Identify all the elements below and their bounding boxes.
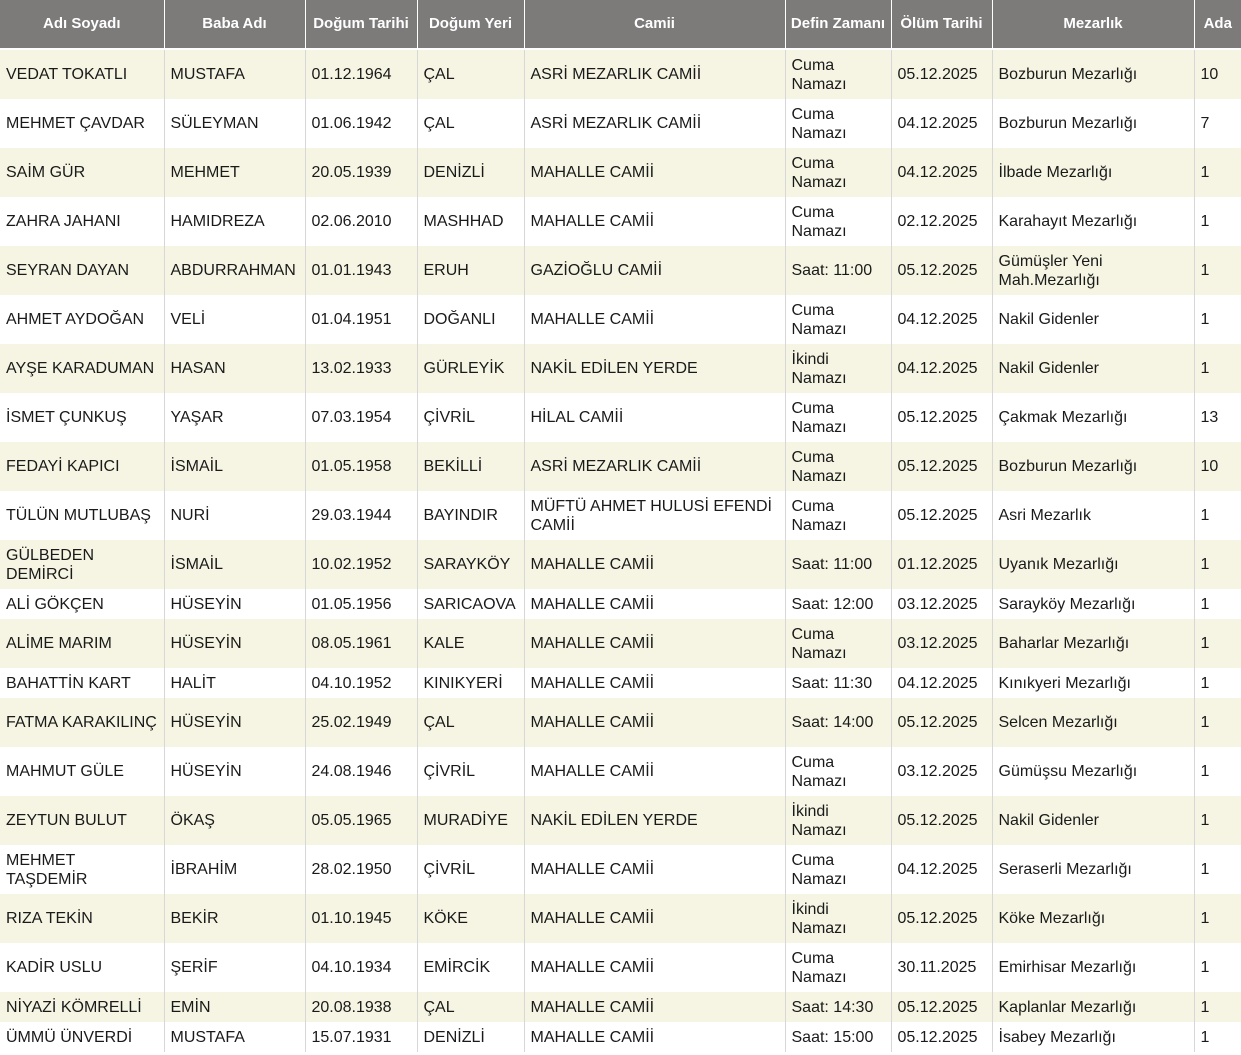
table-row[interactable] — [0, 1022, 1241, 1052]
cell-death-date: 04.12.2025 — [891, 99, 992, 148]
cell-name: SEYRAN DAYAN — [0, 246, 164, 295]
cell-death-date: 04.12.2025 — [891, 148, 992, 197]
column-header-birth-date[interactable]: Doğum Tarihi — [305, 0, 417, 49]
cell-ada: 10 — [1194, 49, 1241, 99]
cell-mosque: MAHALLE CAMİİ — [524, 845, 785, 894]
cell-cemetery: Asri Mezarlık — [992, 491, 1194, 540]
cell-ada: 7 — [1194, 99, 1241, 148]
column-header-father[interactable]: Baba Adı — [164, 0, 305, 49]
cell-father: SÜLEYMAN — [164, 99, 305, 148]
cell-burial-time: Cuma Namazı — [785, 491, 891, 540]
cell-cemetery: Emirhisar Mezarlığı — [992, 943, 1194, 992]
cell-birth-place: BEKİLLİ — [417, 442, 524, 491]
cell-burial-time: Saat: 14:30 — [785, 992, 891, 1022]
cell-death-date: 05.12.2025 — [891, 1022, 992, 1052]
cell-birth-date: 01.05.1956 — [305, 589, 417, 619]
table-row[interactable] — [0, 668, 1241, 698]
cell-birth-place: GÜRLEYİK — [417, 344, 524, 393]
cell-birth-place: ÇİVRİL — [417, 747, 524, 796]
cell-death-date: 03.12.2025 — [891, 747, 992, 796]
cell-cemetery: Köke Mezarlığı — [992, 894, 1194, 943]
cell-ada: 1 — [1194, 698, 1241, 747]
cell-birth-place: DOĞANLI — [417, 295, 524, 344]
cell-name: BAHATTİN KART — [0, 668, 164, 698]
cell-birth-place: SARAYKÖY — [417, 540, 524, 589]
cell-death-date: 03.12.2025 — [891, 589, 992, 619]
cell-birth-place: ÇAL — [417, 698, 524, 747]
cell-death-date: 02.12.2025 — [891, 197, 992, 246]
cell-birth-date: 13.02.1933 — [305, 344, 417, 393]
cell-father: MEHMET — [164, 148, 305, 197]
cell-name: KADİR USLU — [0, 943, 164, 992]
cell-birth-date: 29.03.1944 — [305, 491, 417, 540]
cell-burial-time: Saat: 11:00 — [785, 246, 891, 295]
cell-name: AHMET AYDOĞAN — [0, 295, 164, 344]
cell-birth-date: 20.08.1938 — [305, 992, 417, 1022]
cell-burial-time: Cuma Namazı — [785, 49, 891, 99]
cell-name: TÜLÜN MUTLUBAŞ — [0, 491, 164, 540]
cell-birth-date: 28.02.1950 — [305, 845, 417, 894]
cell-father: MUSTAFA — [164, 49, 305, 99]
cell-burial-time: Saat: 11:00 — [785, 540, 891, 589]
cell-burial-time: Cuma Namazı — [785, 943, 891, 992]
cell-ada: 1 — [1194, 540, 1241, 589]
cell-birth-place: KÖKE — [417, 894, 524, 943]
table-row[interactable] — [0, 540, 1241, 589]
cell-cemetery: Nakil Gidenler — [992, 295, 1194, 344]
cell-death-date: 04.12.2025 — [891, 845, 992, 894]
table-row[interactable] — [0, 442, 1241, 491]
table-row[interactable] — [0, 894, 1241, 943]
cell-ada: 1 — [1194, 796, 1241, 845]
cell-name: ZAHRA JAHANI — [0, 197, 164, 246]
cell-name: GÜLBEDEN DEMİRCİ — [0, 540, 164, 589]
cell-name: ÜMMÜ ÜNVERDİ — [0, 1022, 164, 1052]
cell-death-date: 30.11.2025 — [891, 943, 992, 992]
cell-birth-date: 10.02.1952 — [305, 540, 417, 589]
cell-ada: 10 — [1194, 442, 1241, 491]
cell-birth-place: KALE — [417, 619, 524, 668]
cell-ada: 1 — [1194, 894, 1241, 943]
cell-mosque: ASRİ MEZARLIK CAMİİ — [524, 442, 785, 491]
cell-ada: 1 — [1194, 589, 1241, 619]
cell-cemetery: Bozburun Mezarlığı — [992, 49, 1194, 99]
cell-birth-date: 02.06.2010 — [305, 197, 417, 246]
cell-cemetery: Karahayıt Mezarlığı — [992, 197, 1194, 246]
cell-ada: 1 — [1194, 197, 1241, 246]
cell-name: RIZA TEKİN — [0, 894, 164, 943]
cell-burial-time: Cuma Namazı — [785, 295, 891, 344]
cell-name: ALİ GÖKÇEN — [0, 589, 164, 619]
cell-cemetery: Sarayköy Mezarlığı — [992, 589, 1194, 619]
cell-cemetery: Kaplanlar Mezarlığı — [992, 992, 1194, 1022]
cell-father: HÜSEYİN — [164, 747, 305, 796]
cell-death-date: 04.12.2025 — [891, 295, 992, 344]
cell-cemetery: Çakmak Mezarlığı — [992, 393, 1194, 442]
cell-name: VEDAT TOKATLI — [0, 49, 164, 99]
cell-birth-date: 20.05.1939 — [305, 148, 417, 197]
cell-father: İSMAİL — [164, 442, 305, 491]
cell-mosque: MÜFTÜ AHMET HULUSİ EFENDİ CAMİİ — [524, 491, 785, 540]
cell-ada: 1 — [1194, 491, 1241, 540]
cell-birth-date: 07.03.1954 — [305, 393, 417, 442]
cell-father: NURİ — [164, 491, 305, 540]
cell-death-date: 04.12.2025 — [891, 344, 992, 393]
cell-birth-date: 15.07.1931 — [305, 1022, 417, 1052]
cell-mosque: MAHALLE CAMİİ — [524, 668, 785, 698]
cell-birth-date: 04.10.1952 — [305, 668, 417, 698]
cell-father: HÜSEYİN — [164, 619, 305, 668]
cell-mosque: MAHALLE CAMİİ — [524, 943, 785, 992]
cell-cemetery: Selcen Mezarlığı — [992, 698, 1194, 747]
cell-birth-date: 24.08.1946 — [305, 747, 417, 796]
cell-name: MEHMET TAŞDEMİR — [0, 845, 164, 894]
cell-ada: 1 — [1194, 1022, 1241, 1052]
cell-burial-time: Cuma Namazı — [785, 442, 891, 491]
column-header-mosque[interactable]: Camii — [524, 0, 785, 49]
cell-name: NİYAZİ KÖMRELLİ — [0, 992, 164, 1022]
cell-mosque: MAHALLE CAMİİ — [524, 992, 785, 1022]
cell-birth-date: 01.04.1951 — [305, 295, 417, 344]
cell-birth-place: MURADİYE — [417, 796, 524, 845]
cell-cemetery: Gümüşler Yeni Mah.Mezarlığı — [992, 246, 1194, 295]
cell-ada: 1 — [1194, 747, 1241, 796]
cell-father: ABDURRAHMAN — [164, 246, 305, 295]
column-header-burial-time[interactable]: Defin Zamanı — [785, 0, 891, 49]
cell-birth-date: 01.01.1943 — [305, 246, 417, 295]
cell-birth-date: 01.10.1945 — [305, 894, 417, 943]
cell-name: ZEYTUN BULUT — [0, 796, 164, 845]
cell-cemetery: Nakil Gidenler — [992, 344, 1194, 393]
cell-father: HÜSEYİN — [164, 589, 305, 619]
cell-mosque: MAHALLE CAMİİ — [524, 540, 785, 589]
cell-ada: 1 — [1194, 246, 1241, 295]
cell-ada: 1 — [1194, 668, 1241, 698]
table-row[interactable] — [0, 491, 1241, 540]
cell-birth-date: 25.02.1949 — [305, 698, 417, 747]
cell-cemetery: Bozburun Mezarlığı — [992, 99, 1194, 148]
cell-father: EMİN — [164, 992, 305, 1022]
cell-ada: 1 — [1194, 943, 1241, 992]
table-row[interactable] — [0, 148, 1241, 197]
table-row[interactable] — [0, 49, 1241, 99]
cell-mosque: NAKİL EDİLEN YERDE — [524, 796, 785, 845]
cell-burial-time: İkindi Namazı — [785, 344, 891, 393]
cell-death-date: 05.12.2025 — [891, 796, 992, 845]
cell-mosque: NAKİL EDİLEN YERDE — [524, 344, 785, 393]
cell-birth-date: 01.12.1964 — [305, 49, 417, 99]
cell-birth-place: ÇİVRİL — [417, 845, 524, 894]
cell-ada: 1 — [1194, 619, 1241, 668]
table-row[interactable] — [0, 197, 1241, 246]
cell-father: ŞERİF — [164, 943, 305, 992]
cell-father: İSMAİL — [164, 540, 305, 589]
cell-ada: 1 — [1194, 845, 1241, 894]
cell-cemetery: İsabey Mezarlığı — [992, 1022, 1194, 1052]
cell-birth-date: 01.05.1958 — [305, 442, 417, 491]
cell-father: HALİT — [164, 668, 305, 698]
cell-mosque: ASRİ MEZARLIK CAMİİ — [524, 49, 785, 99]
cell-burial-time: Cuma Namazı — [785, 845, 891, 894]
cell-burial-time: Cuma Namazı — [785, 197, 891, 246]
cell-name: ALİME MARIM — [0, 619, 164, 668]
cell-birth-place: ÇAL — [417, 49, 524, 99]
table-row[interactable] — [0, 796, 1241, 845]
column-header-cemetery[interactable]: Mezarlık — [992, 0, 1194, 49]
cell-name: SAİM GÜR — [0, 148, 164, 197]
column-header-name[interactable]: Adı Soyadı — [0, 0, 164, 49]
cell-death-date: 03.12.2025 — [891, 619, 992, 668]
table-row[interactable] — [0, 619, 1241, 668]
cell-cemetery: Baharlar Mezarlığı — [992, 619, 1194, 668]
table-header-row — [0, 0, 1241, 49]
cell-ada: 1 — [1194, 148, 1241, 197]
cell-ada: 13 — [1194, 393, 1241, 442]
cell-mosque: MAHALLE CAMİİ — [524, 197, 785, 246]
cell-cemetery: İlbade Mezarlığı — [992, 148, 1194, 197]
cell-name: FATMA KARAKILINÇ — [0, 698, 164, 747]
cell-birth-date: 05.05.1965 — [305, 796, 417, 845]
table-row[interactable] — [0, 943, 1241, 992]
cell-burial-time: İkindi Namazı — [785, 894, 891, 943]
cell-mosque: GAZİOĞLU CAMİİ — [524, 246, 785, 295]
cell-mosque: MAHALLE CAMİİ — [524, 148, 785, 197]
cell-burial-time: Cuma Namazı — [785, 148, 891, 197]
cell-burial-time: Saat: 11:30 — [785, 668, 891, 698]
cell-father: HAMIDREZA — [164, 197, 305, 246]
cell-ada: 1 — [1194, 295, 1241, 344]
cell-birth-place: DENİZLİ — [417, 1022, 524, 1052]
cell-birth-place: EMİRCİK — [417, 943, 524, 992]
table-row[interactable] — [0, 393, 1241, 442]
cell-cemetery: Seraserli Mezarlığı — [992, 845, 1194, 894]
cell-birth-date: 08.05.1961 — [305, 619, 417, 668]
cell-birth-place: ERUH — [417, 246, 524, 295]
cell-death-date: 01.12.2025 — [891, 540, 992, 589]
cell-burial-time: İkindi Namazı — [785, 796, 891, 845]
cell-father: İBRAHİM — [164, 845, 305, 894]
table-row[interactable] — [0, 295, 1241, 344]
cell-birth-place: ÇİVRİL — [417, 393, 524, 442]
cell-father: YAŞAR — [164, 393, 305, 442]
cell-burial-time: Saat: 14:00 — [785, 698, 891, 747]
cell-death-date: 05.12.2025 — [891, 491, 992, 540]
cell-birth-place: ÇAL — [417, 992, 524, 1022]
table-row[interactable] — [0, 246, 1241, 295]
cell-mosque: MAHALLE CAMİİ — [524, 894, 785, 943]
column-header-birth-place[interactable]: Doğum Yeri — [417, 0, 524, 49]
column-header-death-date[interactable]: Ölüm Tarihi — [891, 0, 992, 49]
cell-cemetery: Bozburun Mezarlığı — [992, 442, 1194, 491]
cell-mosque: MAHALLE CAMİİ — [524, 1022, 785, 1052]
cell-mosque: MAHALLE CAMİİ — [524, 619, 785, 668]
cell-death-date: 05.12.2025 — [891, 698, 992, 747]
cell-burial-time: Cuma Namazı — [785, 747, 891, 796]
cell-birth-place: BAYINDIR — [417, 491, 524, 540]
cell-mosque: ASRİ MEZARLIK CAMİİ — [524, 99, 785, 148]
table-row[interactable] — [0, 589, 1241, 619]
column-header-ada[interactable]: Ada — [1194, 0, 1241, 49]
cell-cemetery: Kınıkyeri Mezarlığı — [992, 668, 1194, 698]
cell-birth-date: 04.10.1934 — [305, 943, 417, 992]
cell-mosque: HİLAL CAMİİ — [524, 393, 785, 442]
table-row[interactable] — [0, 747, 1241, 796]
cell-burial-time: Cuma Namazı — [785, 619, 891, 668]
cell-cemetery: Nakil Gidenler — [992, 796, 1194, 845]
cell-father: BEKİR — [164, 894, 305, 943]
cell-mosque: MAHALLE CAMİİ — [524, 698, 785, 747]
cell-birth-place: ÇAL — [417, 99, 524, 148]
cell-birth-place: SARICAOVA — [417, 589, 524, 619]
cell-father: MUSTAFA — [164, 1022, 305, 1052]
cell-father: VELİ — [164, 295, 305, 344]
cell-death-date: 05.12.2025 — [891, 442, 992, 491]
table-row[interactable] — [0, 698, 1241, 747]
table-row[interactable] — [0, 845, 1241, 894]
cell-birth-place: MASHHAD — [417, 197, 524, 246]
cell-ada: 1 — [1194, 992, 1241, 1022]
cell-death-date: 05.12.2025 — [891, 49, 992, 99]
cell-burial-time: Saat: 15:00 — [785, 1022, 891, 1052]
table-body — [0, 49, 1241, 1052]
cell-death-date: 05.12.2025 — [891, 246, 992, 295]
cell-death-date: 05.12.2025 — [891, 992, 992, 1022]
cell-father: ÖKAŞ — [164, 796, 305, 845]
cell-birth-place: KINIKYERİ — [417, 668, 524, 698]
table-row[interactable] — [0, 344, 1241, 393]
cell-birth-date: 01.06.1942 — [305, 99, 417, 148]
cell-father: HASAN — [164, 344, 305, 393]
cell-ada: 1 — [1194, 344, 1241, 393]
cell-mosque: MAHALLE CAMİİ — [524, 747, 785, 796]
cell-death-date: 05.12.2025 — [891, 894, 992, 943]
cell-name: AYŞE KARADUMAN — [0, 344, 164, 393]
cell-mosque: MAHALLE CAMİİ — [524, 295, 785, 344]
cell-father: HÜSEYİN — [164, 698, 305, 747]
cell-burial-time: Saat: 12:00 — [785, 589, 891, 619]
cell-death-date: 05.12.2025 — [891, 393, 992, 442]
cell-name: İSMET ÇUNKUŞ — [0, 393, 164, 442]
cell-birth-place: DENİZLİ — [417, 148, 524, 197]
cell-name: MAHMUT GÜLE — [0, 747, 164, 796]
cell-cemetery: Gümüşsu Mezarlığı — [992, 747, 1194, 796]
cell-mosque: MAHALLE CAMİİ — [524, 589, 785, 619]
cell-name: FEDAYİ KAPICI — [0, 442, 164, 491]
table-row[interactable] — [0, 992, 1241, 1022]
table-row[interactable] — [0, 99, 1241, 148]
cell-burial-time: Cuma Namazı — [785, 393, 891, 442]
cell-cemetery: Uyanık Mezarlığı — [992, 540, 1194, 589]
cell-burial-time: Cuma Namazı — [785, 99, 891, 148]
cell-name: MEHMET ÇAVDAR — [0, 99, 164, 148]
cell-death-date: 04.12.2025 — [891, 668, 992, 698]
